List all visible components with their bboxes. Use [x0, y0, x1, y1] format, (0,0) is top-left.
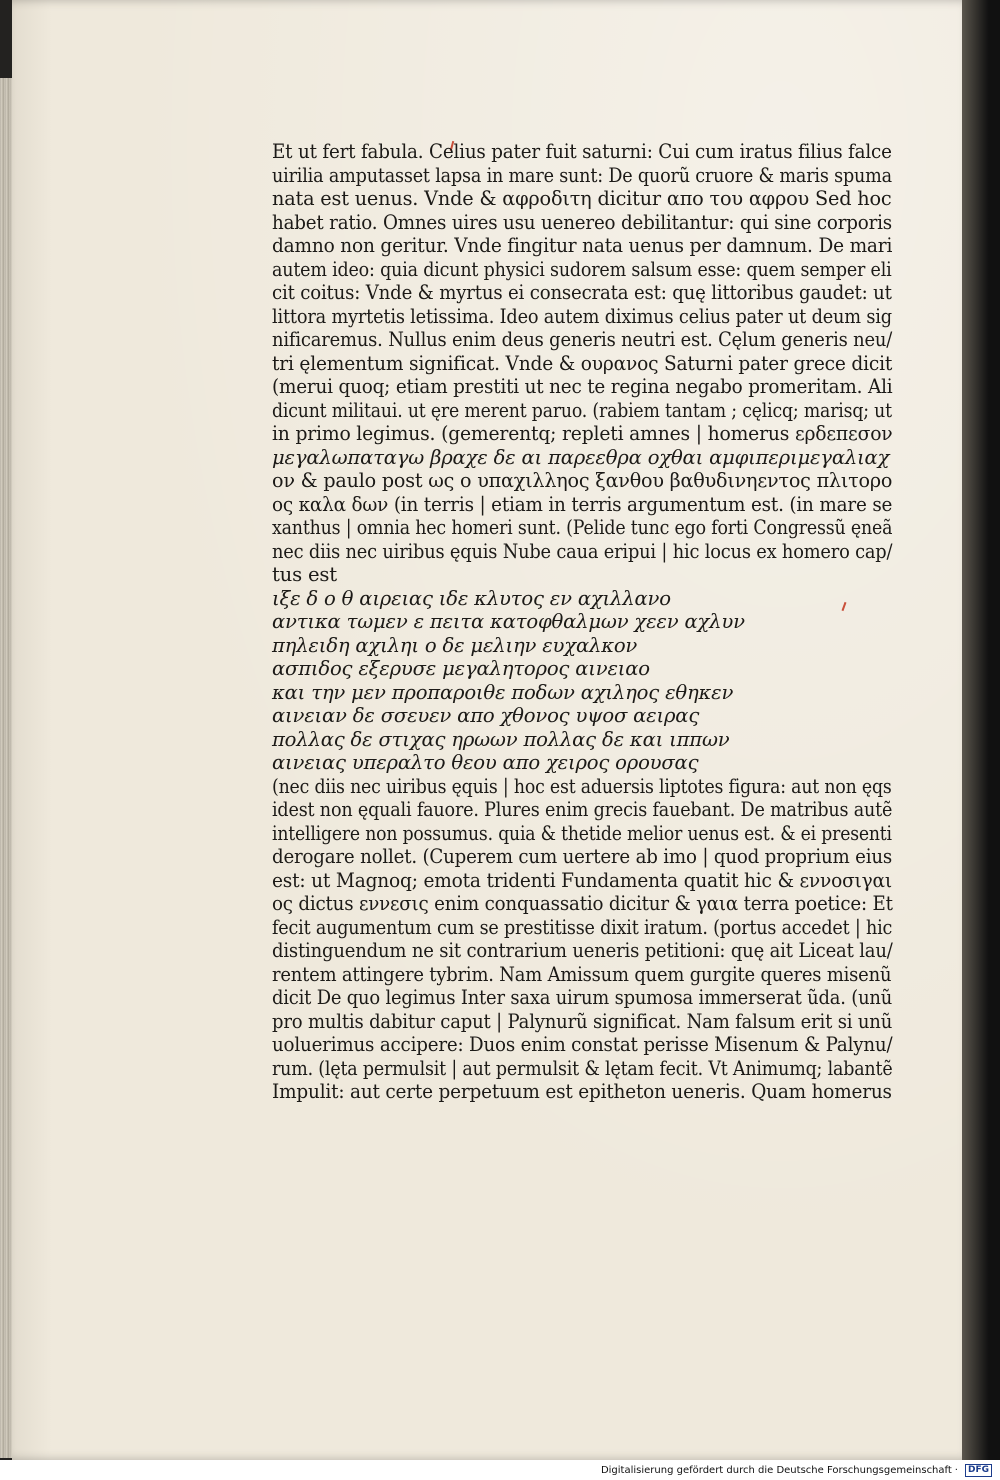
greek-verse: αινειας υπεραλτο θεου απο χειρος ορουσας — [272, 751, 699, 774]
dfg-logo: DFG — [965, 1464, 992, 1477]
text-line: ον & paulo post ως ο υπαχιλληος ξανθου βαθυδινηεντος πλιτορο — [272, 469, 893, 492]
greek-verse: πολλας δε στιχας ηρωων πολλας δε και ιππων — [272, 727, 730, 751]
text-line: Et ut fert fabula. Celius pater fuit saturni: Cui cum iratus filius falce — [272, 140, 892, 163]
greek-verse: αντικα τωμεν ε πειτα κατοφθαλμων χεεν αχλυν — [272, 610, 745, 633]
text-block — [272, 140, 892, 1104]
text-line: rentem attingere tybrim. Nam Amissum quem gurgite queres misenũ — [272, 962, 892, 986]
greek-verse: και την μεν προπαροιθε ποδων αχιληος εθηκεν — [272, 680, 734, 704]
text-line: nificaremus. Nullus enim deus generis neutri est. Cęlum generis neu/ — [272, 328, 893, 351]
binding-shadow — [962, 0, 1000, 1460]
text-line: nec diis nec uiribus ęquis Nube caua eripui | hic locus ex homero cap/ — [272, 539, 893, 563]
text-line: est: ut Magnoq; emota tridenti Fundamenta quatit hic & εννοσιγαι — [272, 868, 892, 892]
text-line: xanthus | omnia hec homeri sunt. (Pelide tunc ego forti Congressũ ęneã — [272, 516, 893, 539]
text-line: in primo legimus. (gemerentq; repleti amnes | homerus ερδεπεσον — [272, 422, 893, 445]
footer-bar — [0, 1460, 1000, 1480]
text-line: fecit augumentum cum se prestitisse dixit iratum. (portus accedet | hic — [272, 915, 893, 939]
text-line: habet ratio. Omnes uires usu uenereo debilitantur: qui sine corporis — [272, 210, 892, 234]
greek-verse: αινειαν δε σσευεν απο χθονος υψοσ αειρας — [272, 704, 700, 727]
text-line: dicunt militaui. ut ęre merent paruo. (rabiem tantam ; cęlicq; marisq; ut — [272, 398, 892, 422]
text-line: tus est — [272, 563, 337, 586]
text-line: tri ęlementum significat. Vnde & ουρανος Saturni pater grece dicit — [272, 351, 893, 375]
text-line: littora myrtetis letissima. Ideo autem diximus celius pater ut deum sig — [272, 304, 892, 328]
text-line: intelligere non possumus. quia & thetide melior uenus est. & ei presenti — [272, 821, 892, 845]
text-line: Impulit: aut certe perpetuum est epitheton ueneris. Quam homerus — [272, 1080, 892, 1103]
text-line: cit coitus: Vnde & myrtus ei consecrata est: quę littoribus gaudet: ut — [272, 281, 892, 304]
text-line: ος καλα δων (in terris | etiam in terris argumentum est. (in mare se — [272, 492, 893, 516]
greek-verse: ιξε δ ο θ αιρειας ιδε κλυτος εν αχιλλανο — [272, 586, 671, 610]
greek-verse: ασπιδος εξερυσε μεγαλητορος αινειαο — [272, 657, 650, 680]
text-line: derogare nollet. (Cuperem cum uertere ab imo | quod proprium eius — [272, 845, 893, 868]
text-line: rum. (lęta permulsit | aut permulsit & lętam fecit. Vt Animumq; labantẽ — [272, 1056, 893, 1080]
text-line: distinguendum ne sit contrarium ueneris petitioni: quę ait Liceat lau/ — [272, 939, 893, 962]
text-line: (nec diis nec uiribus ęquis | hoc est aduersis liptotes figura: aut non ęqs — [272, 774, 892, 798]
greek-line: μεγαλωπαταγω βραχε δε αι παρεεθρα οχθαι αμφιπεριμεγαλιαχ — [272, 445, 890, 469]
text-line: idest non ęquali fauore. Plures enim grecis fauebant. De matribus autẽ — [272, 798, 893, 821]
text-line: autem ideo: quia dicunt physici sudorem salsum esse: quem semper eli — [272, 257, 892, 281]
text-line: (merui quoq; etiam prestiti ut nec te regina negabo promeritam. Ali — [272, 375, 893, 398]
text-line: pro multis dabitur caput | Palynurũ significat. Nam falsum erit si unũ — [272, 1009, 893, 1033]
separator: · — [954, 1464, 958, 1476]
text-line: dicit De quo legimus Inter saxa uirum spumosa immerserat ũda. (unũ — [272, 986, 893, 1009]
text-line: damno non geritur. Vnde fingitur nata uenus per damnum. De mari — [272, 234, 893, 257]
text-line: uoluerimus accipere: Duos enim constat perisse Misenum & Palynu/ — [272, 1033, 893, 1056]
footer-credit: Digitalisierung gefördert durch die Deutsche Forschungsgemeinschaft — [600, 1464, 952, 1476]
text-line: uirilia amputasset lapsa in mare sunt: De quorũ cruore & maris spuma — [272, 163, 892, 187]
greek-verse: πηλειδη αχιληι ο δε μελιην ευχαλκον — [272, 633, 638, 657]
text-line: nata est uenus. Vnde & αφροδιτη dicitur απο του αφρου Sed hoc — [272, 187, 892, 210]
text-line: ος dictus εννεσις enim conquassatio dicitur & γαια terra poetice: Et — [272, 892, 893, 915]
